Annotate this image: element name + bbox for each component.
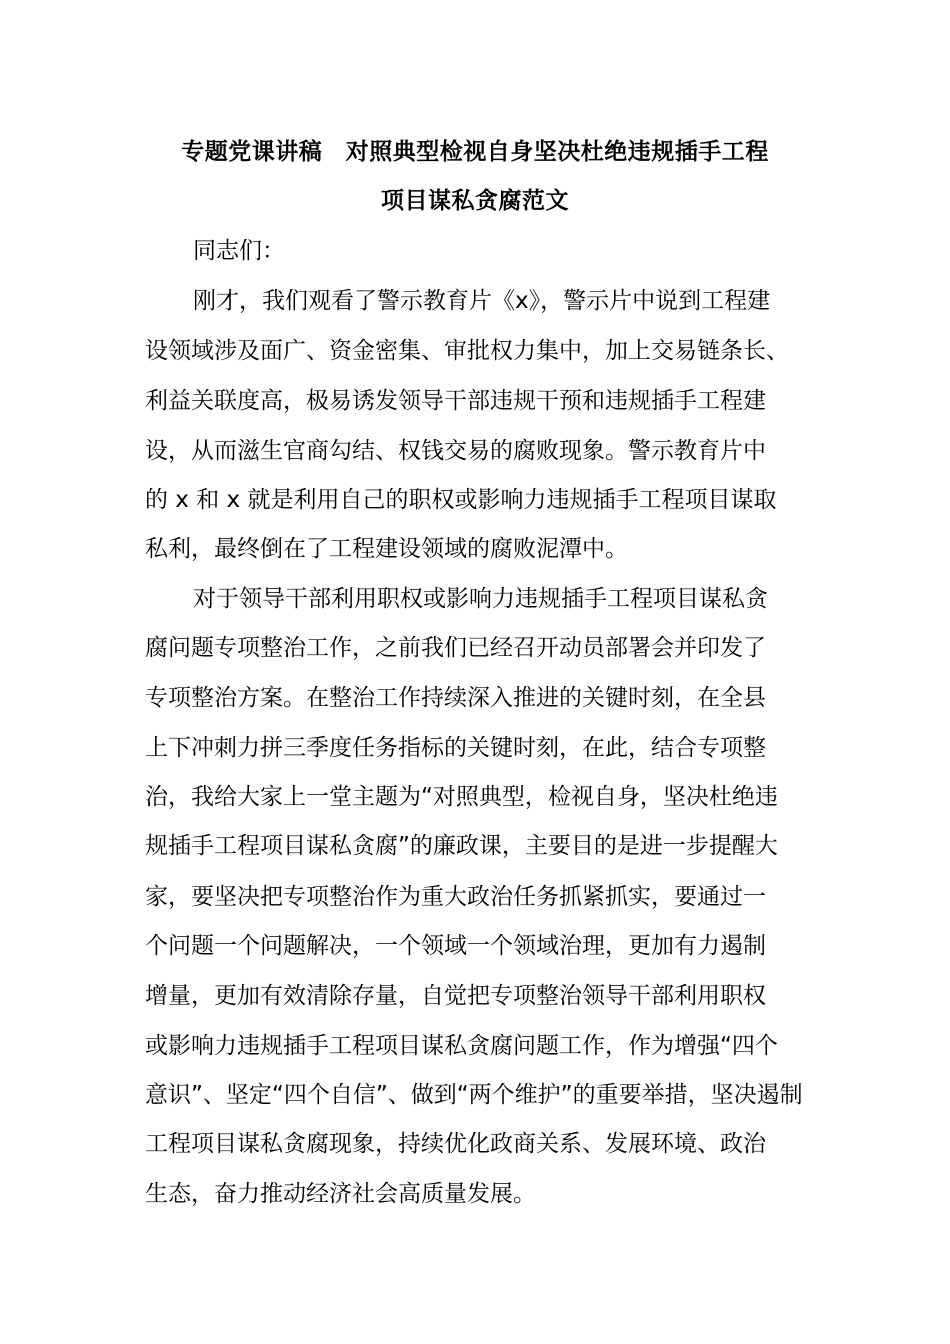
paragraph-1-line: 私利，最终倒在了工程建设领域的腐败泥潭中。 [145,536,628,562]
document-title-line-2: 项目谋私贪腐范文 [381,188,569,214]
paragraph-2-line: 增量，更加有效清除存量，自觉把专项整治领导干部利用职权 [145,983,766,1009]
paragraph-1-line: 设，从而滋生官商勾结、权钱交易的腐败现象。警示教育片中 [145,438,766,464]
paragraph-2-line: 或影响力违规插手工程项目谋私贪腐问题工作，作为增强“四个 [145,1033,778,1059]
document-title-line-1: 专题党课讲稿 对照典型检视自身坚决杜绝违规插手工程 [181,139,769,165]
paragraph-2-line: 家，要坚决把专项整治作为重大政治任务抓紧抓实，要通过一 [145,884,766,910]
paragraph-2-line: 工程项目谋私贪腐现象，持续优化政商关系、发展环境、政治 [145,1131,766,1157]
salutation: 同志们： [193,238,285,264]
paragraph-2-line: 意识”、坚定“四个自信”、做到“两个维护”的重要举措，坚决遏制 [145,1082,803,1108]
paragraph-2-line: 治，我给大家上一堂主题为“对照典型，检视自身，坚决杜绝违 [145,784,778,810]
paragraph-1-line: 设领域涉及面广、资金密集、审批权力集中，加上交易链条长、 [145,338,789,364]
paragraph-2-line: 对于领导干部利用职权或影响力违规插手工程项目谋私贪 [193,586,768,612]
paragraph-1-line: 的 x 和 x 就是利用自己的职权或影响力违规插手工程项目谋取 [145,487,777,513]
paragraph-2-line: 个问题一个问题解决，一个领域一个领域治理，更加有力遏制 [145,933,766,959]
paragraph-2-line: 专项整治方案。在整治工作持续深入推进的关键时刻，在全县 [145,685,766,711]
paragraph-2-line: 腐问题专项整治工作，之前我们已经召开动员部署会并印发了 [145,635,766,661]
paragraph-2-line: 上下冲刺力拼三季度任务指标的关键时刻，在此，结合专项整 [145,735,766,761]
paragraph-1-line: 刚才，我们观看了警示教育片《x》，警示片中说到工程建 [193,288,771,314]
paragraph-1-line: 利益关联度高，极易诱发领导干部违规干预和违规插手工程建 [145,388,766,414]
paragraph-2-line: 生态，奋力推动经济社会高质量发展。 [145,1181,536,1207]
paragraph-2-line: 规插手工程项目谋私贪腐”的廉政课，主要目的是进一步提醒大 [145,833,778,859]
